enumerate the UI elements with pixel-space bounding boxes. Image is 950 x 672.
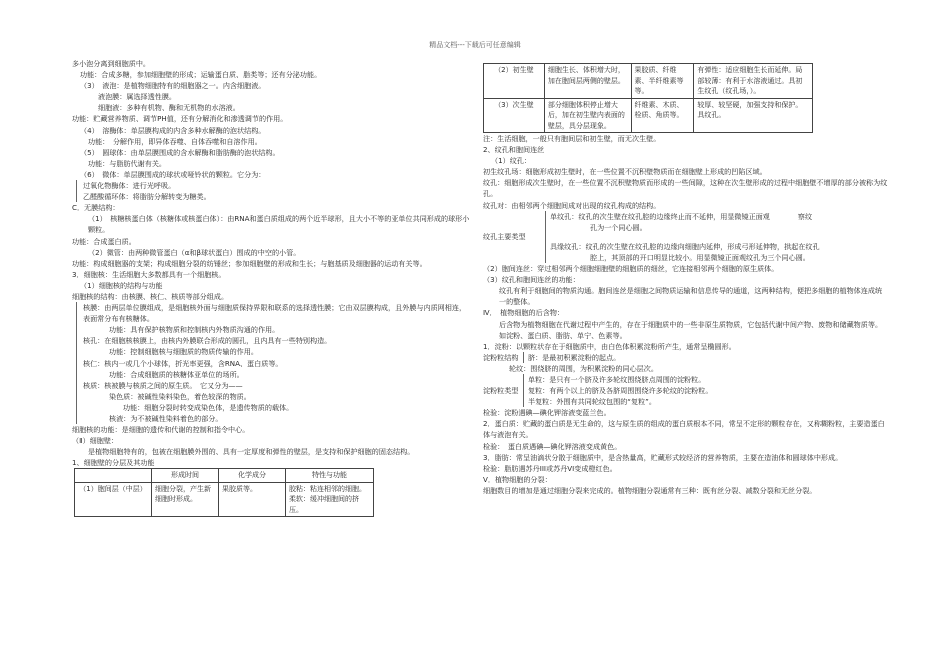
text-line: 1、细胞壁的分层及其功能 [72, 458, 155, 468]
text-line: 功能：贮藏营养物质、调节PH值，还有分解消化和渗透调节的作用。 [72, 114, 288, 124]
table-header-cell: 化学成分 [219, 469, 286, 483]
text-line: 细胞液：多种有机物、酶和无机物的水溶液。 [98, 103, 240, 113]
table-cell: （2）初生壁 [484, 64, 545, 99]
text-line: 3．脂肪：常呈油滴状分散于细胞质中，是含热量高，贮藏形式较经济的营养物质，主要在造油体和圆球体中形成。 [483, 452, 843, 462]
text-line: 孔为一个同心圆。 [590, 222, 647, 232]
text-line: 2、纹孔和胞间连丝 [483, 145, 545, 155]
text-line: （Ⅱ）细胞壁： [72, 436, 119, 446]
text-line: 细胞数目的增加是通过细胞分裂来完成的。植物细胞分裂通常有三种：既有丝分裂、减数分裂和无丝分裂。 [483, 485, 817, 495]
table-row [484, 98, 813, 133]
text-line: 纹孔对：由相邻两个细胞间成对出现的纹孔构成的结构。 [483, 200, 661, 210]
text-line: 纹孔：细胞形成次生壁时，在一些位置不沉积壁物质而形成的一些间隙，这种在次生壁形成的过程中细胞壁不增厚的部分被称为纹孔。 [483, 178, 888, 199]
text-line: （2）微管：由两种微管蛋白（α和β球状蛋白）围成的中空的小管。 [88, 247, 301, 257]
table-cell: （1）胞间层（中层） [75, 482, 152, 517]
group-label: 淀粉粒类型 [483, 386, 519, 396]
page-header: 精品文档---下载后可任意编辑 [429, 41, 521, 49]
right-column [483, 63, 888, 496]
text-line: （6） 微体：单层膜围成的球状或哑铃状的颗粒。它分为： [80, 169, 266, 179]
text-line: 功能：与脂肪代谢有关。 [88, 158, 167, 168]
text-line: （4） 溶酶体：单层膜构成的内含多种水解酶的泡状结构。 [80, 125, 266, 135]
group-label: 淀粉粒结构 [483, 352, 519, 362]
table-cell: 有弹性：适应细胞生长而延伸。局部较薄：有利于水溶液通过。具初生纹孔（纹孔场，）。 [694, 64, 813, 99]
table-cell: 果胶质等。 [219, 482, 286, 517]
text-line: 注：生活细胞，一般只有胞间层和初生壁，而无次生壁。 [483, 134, 661, 143]
table-row [484, 64, 813, 99]
text-line: 是植物细胞特有的，包被在细胞膜外围的、具有一定厚度和弹性的壁层，是支持和保护细胞的固态结构。 [88, 447, 415, 457]
table-cell: 果胶质、纤维素、半纤维素等等。 [631, 64, 694, 99]
text-line: （1）细胞核的结构与功能 [80, 280, 163, 290]
starch-structure-group [483, 352, 888, 363]
text-line: （1） 核糖核蛋白体（核糖体或核蛋白体）：由RNA和蛋白质组成的两个近半球形，且大小不等的亚单位共同形成的球形小颗粒。 [88, 214, 470, 235]
text-line: 功能：构成细胞器的支架；构成细胞分裂的纺锤丝；参加细胞壁的形成和生长；与胞基质及细胞器的运动有关等。 [72, 258, 427, 268]
cell-wall-table-continued [483, 63, 813, 133]
text-line: 功能：合成蛋白质。 [72, 236, 136, 246]
table-cell: 细胞生长、体积增大时，加在胞间层两侧的壁层。 [544, 64, 631, 99]
text-line: 乙醛酸循环体：将脂肪分解转变为糖类。 [83, 192, 211, 202]
text-line: 核仁：核内一或几个小球体，折光率更强，含RNA、蛋白质等。 [83, 358, 283, 368]
text-line: 功能：合成细胞质的核糖体亚单位的场所。 [109, 369, 244, 379]
text-line: （5） 圆球体：由单层膜围成的含水解酶和脂肪酶的泡状结构。 [80, 147, 280, 157]
table-cell: 部分细胞体积停止增大后，加在初生壁内表面的壁层，具分层现象。 [544, 98, 631, 133]
group-items [523, 374, 712, 407]
text-line: 核质：核被膜与核质之间的原生质。 它又分为—— [83, 380, 243, 390]
nucleus-brace [76, 302, 472, 424]
table-cell: （3）次生壁 [484, 98, 545, 133]
text-line: 纹孔有利于细胞间的物质沟通。胞间连丝是细胞之间物质运输和信息传导的通道，这两种结构，便把多细胞的植物体连成统一的整体。 [499, 286, 883, 307]
text-line: （2）胞间连丝：穿过相邻两个细胞细胞壁的细胞质的细丝，它连接相邻两个细胞的原生质体。 [483, 264, 779, 274]
left-column [72, 58, 472, 517]
microbody-brace [76, 180, 472, 202]
text-line: 脐：是最初积累淀粉的起点。 [528, 352, 621, 362]
text-line [550, 211, 820, 222]
text-line: 初生纹孔场：细胞形成初生壁时，在一些位置不沉积壁物质而在细胞壁上形成的凹陷区域。 [483, 167, 767, 177]
text-line: 核孔：在细胞核核膜上，由核内外膜联合形成的圆孔，且内具有一些特别构造。 [83, 336, 332, 346]
text-line: 检验：淀粉遇碘—碘化钾溶液变蓝兰色。 [483, 408, 611, 418]
text-line: （1）纹孔： [491, 156, 531, 166]
table-cell: 胶粘：粘连相邻的细胞。柔软：缓冲细胞间的挤压。 [286, 482, 374, 517]
table-header-cell: 特性与功能 [286, 469, 374, 483]
text-line: 过氧化物酶体：进行光呼吸。 [83, 181, 176, 191]
text-line: （3）纹孔和胞间连丝的功能： [483, 275, 580, 285]
table-header-row [75, 469, 374, 483]
group-items [523, 352, 620, 363]
text-line: 2．蛋白质：贮藏的蛋白质是无生命的，这与原生质的组成的蛋白质根本不同，常呈不定形的颗粒存在，又称糊粉粒，主要造蛋白体与液泡有关。 [483, 419, 885, 440]
text-line: V．植物细胞的分裂： [483, 474, 552, 484]
text-line: 多小泡分离到细胞质中。 [72, 59, 151, 68]
text-span: 察纹 [797, 211, 813, 221]
table-header-cell [75, 469, 152, 483]
text-line: 3．细胞核：生活细胞大多数都具有一个细胞核。 [72, 269, 226, 279]
text-line: Ⅳ． 植物细胞的后含物： [483, 308, 565, 318]
text-line: 检验： 蛋白质遇碘—碘化钾溶液变成黄色。 [483, 441, 622, 451]
cell-wall-table [74, 468, 374, 517]
text-line: 1．淀粉：以颗粒状存在于细胞质中，由白色体积累淀粉所产生，通常呈椭圆形。 [483, 341, 736, 351]
text-line: 轮纹：围绕脐的周围，为积累淀粉的同心层次。 [509, 363, 658, 373]
text-line: （3） 液泡：是植物细胞特有的细胞器之一。内含细胞液。 [80, 81, 266, 91]
group-items [545, 211, 820, 263]
text-line: 功能：控制细胞核与细胞质的物质传输的作用。 [109, 347, 258, 357]
starch-types-group [483, 374, 888, 407]
text-line: 功能：细胞分裂时转变成染色体，是遗传物质的载体。 [123, 402, 294, 412]
text-line: 单粒：是只有一个脐及许多轮纹围绕脐点周围的淀粉粒。 [528, 374, 706, 384]
table-cell: 较厚、较坚硬，加强支持和保护。具纹孔。 [694, 98, 813, 133]
text-line: 功能：合成多糖，参加细胞壁的形成；运输蛋白质、脂类等；还有分泌功能。 [80, 70, 322, 80]
text-line: 功能：具有保护核物质和控制核内外物质沟通的作用。 [109, 325, 280, 335]
text-line: 液泡膜：属选择透性膜。 [98, 92, 177, 102]
text-line: 细胞核的结构：由核膜、核仁、核质等部分组成。 [72, 291, 229, 301]
text-line: 核液：为不被碱性染料着色的部分。 [109, 414, 223, 423]
text-line: 后含物为植物细胞在代谢过程中产生的，存在于细胞质中的一些非原生质物质，它包括代谢中间产物、废物和储藏物质等。如淀粉、蛋白质、脂肪、单宁、色素等。 [499, 319, 883, 340]
table-header-cell: 形成时间 [152, 469, 219, 483]
text-line: 检验：脂肪遇苏丹III或苏丹VI变成橙红色。 [483, 463, 617, 473]
table-cell: 细胞分裂，产生新细胞时形成。 [152, 482, 219, 517]
text-line: 功能： 分解作用，即异体吞噬、自体吞噬和自溶作用。 [88, 136, 262, 146]
text-line: 细胞核的功能：是细胞的遗传和代谢的控制和指令中心。 [72, 425, 250, 435]
group-label: 纹孔主要类型 [483, 232, 526, 242]
text-line: 半复粒：外围有共同轮纹包围的“复粒”。 [528, 397, 656, 407]
table-cell: 纤维素、木质、栓质、角质等。 [631, 98, 694, 133]
text-line: C．无膜结构： [72, 203, 120, 213]
text-line: 核膜：由两层单位膜组成，是细胞核外面与细胞质保持界限和联系的选择透性膜；它由双层膜构成，且外膜与内质网相连，表面常分布有核糖体。 [83, 303, 467, 324]
pit-types-group [483, 211, 888, 263]
table-row [75, 482, 374, 517]
text-line: 复粒：有两个以上的脐及各脐周围围绕许多轮纹的淀粉粒。 [528, 386, 713, 396]
text-line: 染色质：被碱性染料染色，着色较深的物质。 [109, 391, 251, 401]
text-line: 具缘纹孔：纹孔的次生壁在纹孔腔的边缘向细胞内延伸，形成弓形延伸物，拱起在纹孔 [550, 241, 820, 251]
text-line: 腔上，其顶部的开口明显比较小。用显微镜正面观纹孔为三个同心圆。 [590, 252, 810, 262]
text-span: 单纹孔：纹孔的次生壁在纹孔腔的边缘终止而不延伸，用显微镜正面观 [550, 211, 770, 221]
